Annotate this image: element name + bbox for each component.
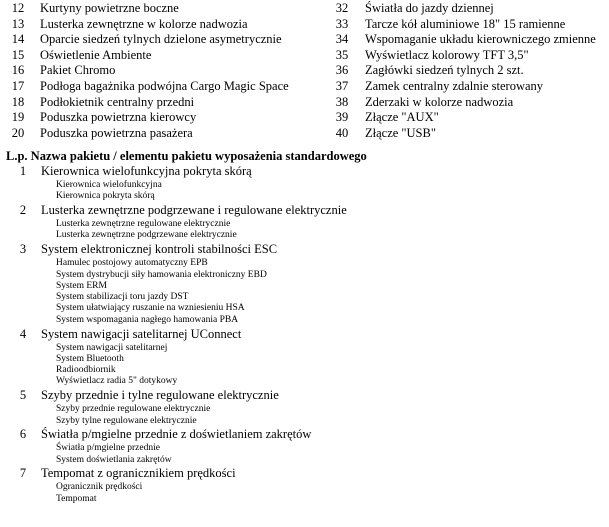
package-number: 1 [19, 164, 27, 178]
equipment-row [0, 47, 609, 63]
package-name: Tempomat z ogranicznikiem prędkości [41, 466, 236, 481]
item-name: Oparcie siedzeń tylnych dzielone asymetrycznie [40, 32, 282, 47]
item-name: Zderzaki w kolorze nadwozia [365, 94, 514, 109]
package-element: Lusterka zewnętrzne regulowane elektrycznie [56, 219, 231, 230]
item-name: Wyświetlacz kolorowy TFT 3,5" [365, 47, 529, 62]
item-number: 13 [11, 16, 25, 31]
package-number: 3 [19, 242, 27, 257]
equipment-row [0, 125, 609, 141]
item-name: Zamek centralny zdalnie sterowany [365, 79, 544, 93]
package-element: Kierownica wielofunkcyjna [56, 180, 162, 190]
package-element: System stabilizacji toru jazdy DST [56, 292, 189, 303]
item-name: Podłoga bagażnika podwójna Cargo Magic Space [40, 79, 289, 93]
package-element: Wyświetlacz radia 5" dotykowy [56, 376, 178, 387]
package-element: Ogranicznik prędkości [56, 482, 143, 493]
package-name: System elektronicznej kontroli stabilności ESC [41, 242, 278, 257]
item-name: Oświetlenie Ambiente [40, 47, 152, 62]
package-element: Światła p/mgielne przednie [56, 443, 160, 454]
package-element: Hamulec postojowy automatyczny EPB [56, 258, 208, 269]
equipment-row [0, 109, 609, 125]
item-number: 34 [335, 32, 349, 47]
item-number: 38 [335, 94, 349, 109]
item-name: Tarcze kół aluminiowe 18" 15 ramienne [365, 16, 566, 31]
package-number: 2 [19, 203, 27, 218]
package-element: System Bluetooth [56, 353, 124, 364]
item-name: Podłokietnik centralny przedni [40, 94, 195, 109]
equipment-row [0, 0, 609, 16]
package-element: Szyby przednie regulowane elektrycznie [56, 404, 211, 415]
item-number: 37 [335, 79, 349, 93]
package-element: Lusterka zewnętrzne podgrzewane elektrycznie [56, 230, 237, 241]
item-number: 32 [335, 1, 349, 15]
package-number: 4 [19, 326, 27, 341]
package-name: Lusterka zewnętrzne podgrzewane i regulowane elektrycznie [41, 203, 347, 218]
package-element: Tempomat [56, 493, 97, 504]
item-number: 18 [11, 94, 25, 109]
equipment-row [0, 94, 609, 110]
equipment-row [0, 62, 609, 78]
item-number: 36 [335, 63, 349, 78]
item-number: 33 [335, 16, 349, 31]
package-element: System ułatwiający ruszanie na wzniesieniu HSA [56, 303, 245, 314]
item-name: Pakiet Chromo [40, 63, 116, 78]
equipment-row [0, 78, 609, 94]
package-element: Radioodbiornik [56, 365, 116, 376]
item-name: Zagłówki siedzeń tylnych 2 szt. [365, 63, 524, 78]
item-number: 35 [335, 47, 349, 62]
item-number: 17 [11, 79, 25, 93]
equipment-row [0, 16, 609, 32]
package-name: Szyby przednie i tylne regulowane elektrycznie [41, 388, 279, 403]
package-number: 5 [19, 388, 27, 403]
package-number: 6 [19, 427, 27, 442]
item-name: Kurtyny powietrzne boczne [40, 1, 179, 15]
package-element: System wspomagania nagłego hamowania PBA [56, 314, 239, 325]
item-number: 39 [335, 110, 349, 125]
equipment-row [0, 31, 609, 47]
package-name: Kierownica wielofunkcyjna pokryta skórą [41, 164, 252, 178]
package-element: System nawigacji satelitarnej [56, 342, 168, 353]
item-number: 14 [11, 32, 25, 47]
item-number: 20 [11, 125, 25, 140]
package-element: System dystrybucji siły hamowania elektroniczny EBD [56, 269, 267, 280]
package-element: System doświetlania zakrętów [56, 454, 172, 465]
item-number: 19 [11, 110, 25, 125]
item-number: 15 [11, 47, 25, 62]
package-element: System ERM [56, 280, 107, 291]
item-name: Wspomaganie układu kierowniczego zmienne [365, 32, 596, 47]
item-name: Poduszka powietrzna pasażera [40, 125, 193, 140]
package-name: System nawigacji satelitarnej UConnect [41, 326, 242, 341]
package-number: 7 [19, 466, 27, 481]
section-header: L.p. Nazwa pakietu / elementu pakietu wyposażenia standardowego [6, 149, 367, 163]
item-name: Poduszka powietrzna kierowcy [40, 110, 197, 125]
package-element: Szyby tylne regulowane elektrycznie [56, 415, 197, 426]
item-name: Lusterka zewnętrzne w kolorze nadwozia [40, 16, 248, 31]
item-number: 12 [11, 1, 25, 15]
item-name: Złącze "USB" [365, 125, 436, 140]
item-name: Światła do jazdy dziennej [365, 1, 494, 15]
item-number: 16 [11, 63, 25, 78]
package-name: Światła p/mgielne przednie z doświetlaniem zakrętów [41, 427, 312, 442]
package-element: Kierownica pokryta skórą [56, 191, 155, 202]
item-number: 40 [335, 125, 349, 140]
item-name: Złącze "AUX" [365, 110, 439, 125]
